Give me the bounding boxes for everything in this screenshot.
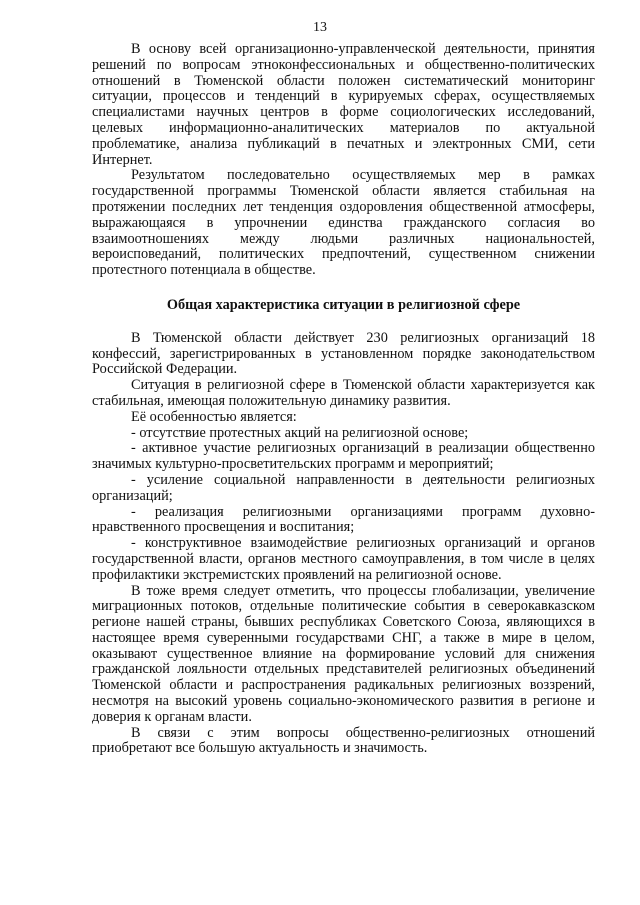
section-heading: Общая характеристика ситуации в религиозной сфере [166,296,521,313]
paragraph-monitoring: В основу всей организационно-управленческой деятельности, принятия решений по вопросам этноконфессиональных и общественно-политических отношений в Тюменской области положен систематический мониторинг ситуации, процессов и тенденций в курируемых сферах, осуществляемых специалистами научных центров в форме социологических исследований, целевых информационно-аналитических материалов по актуальной проблематике, анализа публикаций в печатных и электронных СМИ, сети Интернет. [92,41,595,168]
paragraph-results: Результатом последовательно осуществляемых мер в рамках государственной программы Тюменской области является стабильная на протяжении последних лет тенденция оздоровления общественной атмосферы, выражающаяся в упрочнении единства гражданского согласия во взаимоотношениях между людьми различных национальностей, вероисповеданий, политических предпочтений, существенном снижении протестного потенциала в обществе. [92,167,595,279]
list-item: - активное участие религиозных организаций в реализации общественно значимых культурно-просветительских программ и мероприятий; [92,440,595,473]
paragraph-features-intro: Её особенностью является: [131,408,297,425]
paragraph-organizations: В Тюменской области действует 230 религиозных организаций 18 конфессий, зарегистрированных в установленном порядке законодательством Российской Федерации. [92,329,595,378]
list-item: - конструктивное взаимодействие религиозных организаций и органов государственной власти, органов местного самоуправления, в том числе в целях профилактики экстремистских проявлений на религиозной основе. [92,535,595,583]
list-item: - усиление социальной направленности в деятельности религиозных организаций; [92,471,595,504]
paragraph-situation: Ситуация в религиозной сфере в Тюменской области характеризуется как стабильная, имеющая положительную динамику развития. [92,377,595,409]
paragraph-globalization: В тоже время следует отметить, что процессы глобализации, увеличение миграционных потоков, отдельные политические события в северокавказском регионе нашей страны, бывших республиках Советского Союза, являющихся в настоящее время суверенными государствами СНГ, а также в мире в целом, оказывают существенное влияние на формирование условий для снижения гражданской лояльности отдельных представителей религиозных объединений Тюменской области и распространения радикальных религиозных воззрений, несмотря на высокий уровень социально-экономического развития в регионе и доверия к органам власти. [92,582,595,725]
paragraph-conclusion: В связи с этим вопросы общественно-религиозных отношений приобретают все большую актуальность и значимость. [92,724,595,757]
document-body [92,42,595,757]
list-item: - реализация религиозными организациями программ духовно-нравственного просвещения и воспитания; [92,503,595,536]
page-number: 13 [313,20,327,35]
list-item: - отсутствие протестных акций на религиозной основе; [131,424,469,441]
